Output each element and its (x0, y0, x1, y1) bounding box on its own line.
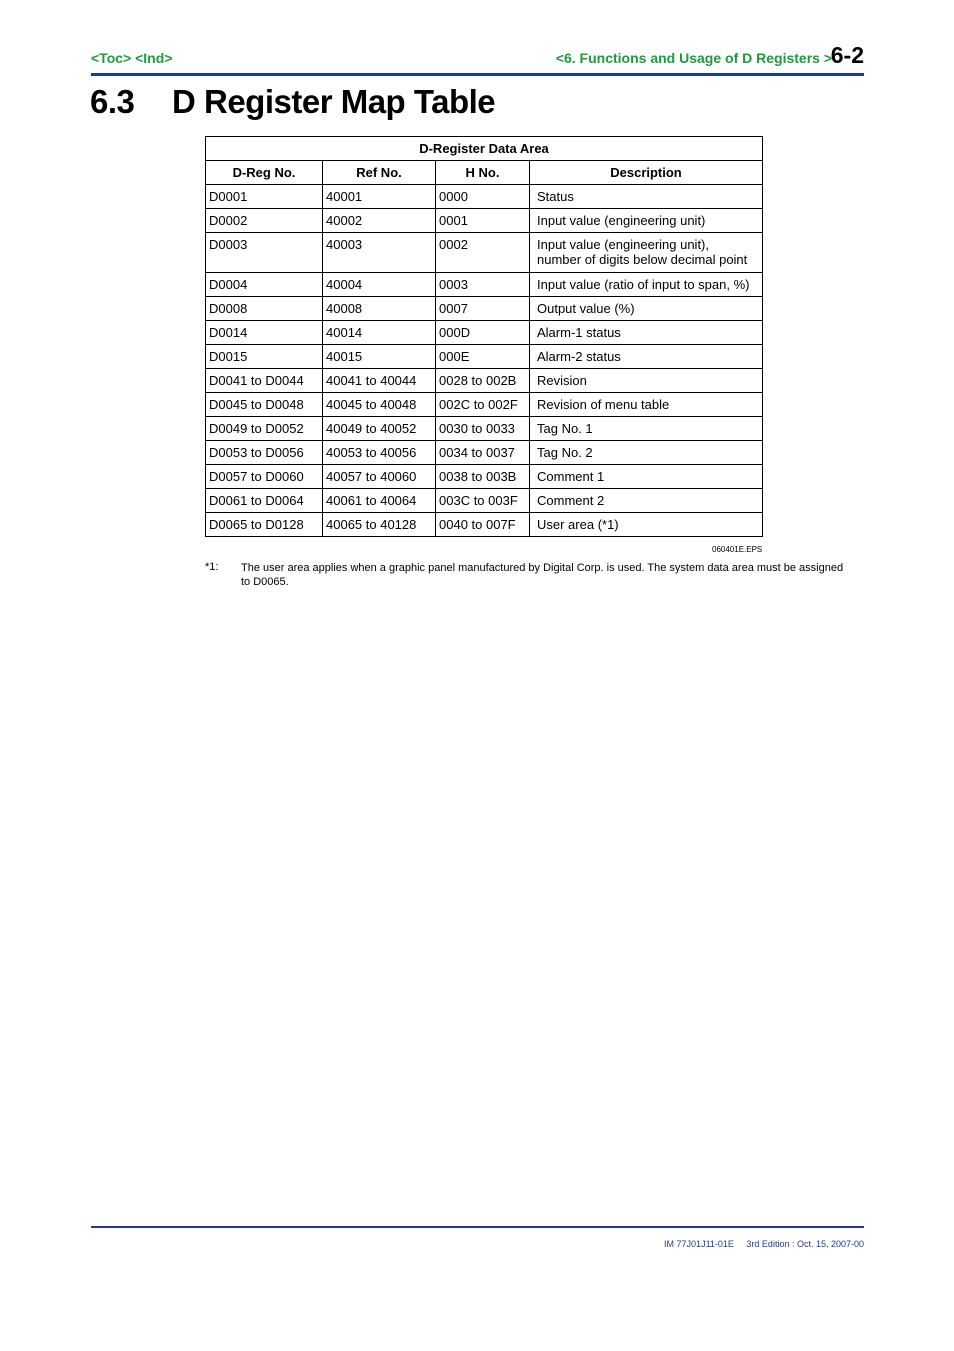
dreg-cell: D0003 (206, 233, 323, 273)
column-header-ref: Ref No. (323, 161, 436, 185)
h-cell: 003C to 003F (436, 489, 530, 513)
table-row (206, 345, 763, 369)
figure-id-label: 060401E.EPS (712, 545, 763, 554)
page-number: 6-2 (830, 42, 864, 68)
table-row (206, 297, 763, 321)
section-title: D Register Map Table (172, 83, 496, 120)
h-cell: 000D (436, 321, 530, 345)
dreg-cell: D0008 (206, 297, 323, 321)
header-rule (91, 73, 864, 76)
table-row (206, 441, 763, 465)
ref-cell: 40002 (323, 209, 436, 233)
ref-cell: 40001 (323, 185, 436, 209)
table-row (206, 321, 763, 345)
ref-cell: 40008 (323, 297, 436, 321)
description-cell: Output value (%) (530, 297, 763, 321)
description-cell: Tag No. 2 (530, 441, 763, 465)
ref-cell: 40061 to 40064 (323, 489, 436, 513)
dreg-cell: D0053 to D0056 (206, 441, 323, 465)
ref-cell: 40045 to 40048 (323, 393, 436, 417)
table-row (206, 185, 763, 209)
footnote-mark: *1: (205, 561, 219, 573)
chapter-link[interactable]: <6. Functions and Usage of D Registers > (555, 50, 832, 66)
description-line-1: Input value (engineering unit), (537, 237, 710, 252)
dreg-cell: D0002 (206, 209, 323, 233)
ref-cell: 40014 (323, 321, 436, 345)
section-heading (90, 83, 495, 121)
dreg-cell: D0004 (206, 273, 323, 297)
h-cell: 0000 (436, 185, 530, 209)
h-cell: 0040 to 007F (436, 513, 530, 537)
table-row (206, 369, 763, 393)
footer-doc-info: IM 77J01J11-01E 3rd Edition : Oct. 15, 2007-00 (664, 1239, 864, 1249)
h-cell: 000E (436, 345, 530, 369)
dreg-cell: D0015 (206, 345, 323, 369)
h-cell: 0002 (436, 233, 530, 273)
table-caption: D-Register Data Area (206, 137, 763, 161)
ref-cell: 40015 (323, 345, 436, 369)
dreg-cell: D0061 to D0064 (206, 489, 323, 513)
d-register-table (205, 136, 763, 537)
toc-index-link[interactable]: <Toc> <Ind> (91, 50, 173, 66)
table-row (206, 209, 763, 233)
table-row (206, 513, 763, 537)
description-cell: Alarm-1 status (530, 321, 763, 345)
description-cell: Revision of menu table (530, 393, 763, 417)
dreg-cell: D0065 to D0128 (206, 513, 323, 537)
h-cell: 0028 to 002B (436, 369, 530, 393)
description-cell: User area (*1) (530, 513, 763, 537)
description-cell: Alarm-2 status (530, 345, 763, 369)
ref-cell: 40057 to 40060 (323, 465, 436, 489)
column-header-h: H No. (436, 161, 530, 185)
footer-rule (91, 1226, 864, 1228)
column-header-dreg: D-Reg No. (206, 161, 323, 185)
description-cell: Comment 2 (530, 489, 763, 513)
table-row (206, 465, 763, 489)
dreg-cell: D0001 (206, 185, 323, 209)
dreg-cell: D0041 to D0044 (206, 369, 323, 393)
table-row (206, 273, 763, 297)
h-cell: 0007 (436, 297, 530, 321)
h-cell: 0003 (436, 273, 530, 297)
description-cell (530, 233, 763, 273)
table-row (206, 233, 763, 273)
table-row (206, 393, 763, 417)
description-cell: Input value (ratio of input to span, %) (530, 273, 763, 297)
description-cell: Tag No. 1 (530, 417, 763, 441)
column-header-description: Description (530, 161, 763, 185)
ref-cell: 40053 to 40056 (323, 441, 436, 465)
h-cell: 0030 to 0033 (436, 417, 530, 441)
ref-cell: 40003 (323, 233, 436, 273)
table-row (206, 489, 763, 513)
table-row (206, 417, 763, 441)
dreg-cell: D0049 to D0052 (206, 417, 323, 441)
description-cell: Comment 1 (530, 465, 763, 489)
ref-cell: 40004 (323, 273, 436, 297)
ref-cell: 40065 to 40128 (323, 513, 436, 537)
ref-cell: 40041 to 40044 (323, 369, 436, 393)
h-cell: 0038 to 003B (436, 465, 530, 489)
description-cell: Revision (530, 369, 763, 393)
h-cell: 0001 (436, 209, 530, 233)
dreg-cell: D0057 to D0060 (206, 465, 323, 489)
footnote-text: The user area applies when a graphic panel manufactured by Digital Corp. is used. The system data area must be assigned to D0065. (241, 562, 844, 588)
description-cell: Input value (engineering unit) (530, 209, 763, 233)
h-cell: 002C to 002F (436, 393, 530, 417)
dreg-cell: D0045 to D0048 (206, 393, 323, 417)
description-line-2: number of digits below decimal point (537, 252, 748, 267)
dreg-cell: D0014 (206, 321, 323, 345)
section-number: 6.3 (90, 83, 135, 120)
ref-cell: 40049 to 40052 (323, 417, 436, 441)
description-cell: Status (530, 185, 763, 209)
h-cell: 0034 to 0037 (436, 441, 530, 465)
